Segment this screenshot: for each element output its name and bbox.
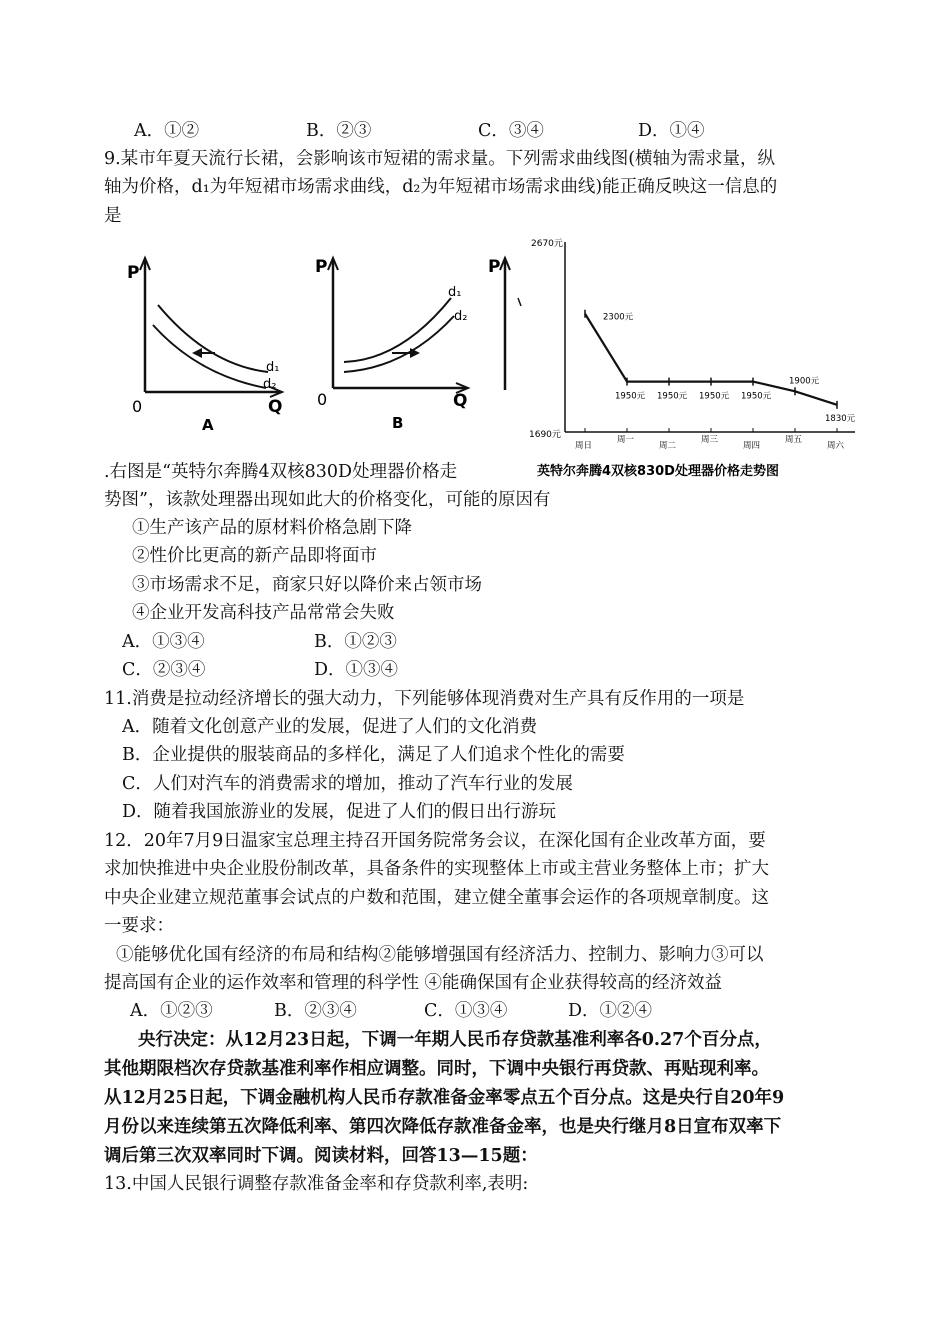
material-line-5: 调后第三次双率同时下调。阅读材料，回答13—15题： bbox=[104, 1146, 538, 1166]
graph-b-x-label: Q bbox=[453, 391, 468, 411]
q10-item-1: ①生产该产品的原材料价格急剧下降 bbox=[132, 518, 412, 538]
x-tick-label-2: 周二 bbox=[659, 441, 677, 451]
q11-option-d: D．随着我国旅游业的发展，促进了人们的假日出行游玩 bbox=[122, 802, 557, 822]
graph-a-origin: 0 bbox=[132, 397, 143, 416]
material-line-1: 央行决定：从12月23日起，下调一年期人民币存贷款基准利率各0.27个百分点， bbox=[138, 1030, 772, 1050]
q8-option-d: D．①④ bbox=[638, 121, 705, 141]
graph-c-y-label: P bbox=[488, 257, 501, 277]
q10-option-a: A．①③④ bbox=[122, 632, 205, 652]
q12-option-a: A．①②③ bbox=[130, 1001, 213, 1021]
graph-b-origin: 0 bbox=[317, 390, 328, 409]
q8-option-b: B．②③ bbox=[306, 121, 372, 141]
graph-a-y-label: P bbox=[127, 263, 140, 283]
q10-option-b: B．①②③ bbox=[314, 632, 397, 652]
price-label-6: 1830元 bbox=[825, 413, 856, 424]
q9-stem-line-1: 9.某市年夏天流行长裙，会影响该市短裙的需求量。下列需求曲线图(横轴为需求量，纵 bbox=[104, 149, 776, 169]
q10-option-c: C．②③④ bbox=[122, 660, 206, 680]
demand-graph-c bbox=[486, 250, 526, 410]
graph-b-y-label: P bbox=[315, 257, 328, 277]
chart-y-tick-top: 2670元 bbox=[531, 239, 563, 249]
graph-a-x-label: Q bbox=[268, 397, 283, 417]
demand-graph-a bbox=[118, 250, 298, 435]
q12-items-line-2: 提高国有企业的运作效率和管理的科学性 ④能确保国有企业获得较高的经济效益 bbox=[104, 973, 723, 993]
q12-stem-line-3: 中央企业建立规范董事会试点的户数和范围，建立健全董事会运作的各项规章制度。这 bbox=[104, 888, 769, 908]
price-label-0: 2300元 bbox=[603, 312, 634, 323]
q12-stem-line-1: 12．20年7月9日温家宝总理主持召开国务院常务会议，在深化国有企业改革方面，要 bbox=[104, 831, 766, 851]
q12-stem-line-4: 一要求： bbox=[104, 916, 174, 936]
q11-option-c: C．人们对汽车的消费需求的增加，推动了汽车行业的发展 bbox=[122, 774, 573, 794]
q10-stem-line-2: 势图”，该款处理器出现如此大的价格变化，可能的原因有 bbox=[104, 490, 551, 510]
graph-b-label: B bbox=[392, 414, 404, 432]
q10-item-3: ③市场需求不足，商家只好以降价来占领市场 bbox=[132, 575, 482, 595]
q11-option-b: B．企业提供的服装商品的多样化，满足了人们追求个性化的需要 bbox=[122, 745, 625, 765]
material-line-3: 从12月25日起，下调金融机构人民币存款准备金率零点五个百分点。这是央行自20年9 bbox=[104, 1088, 785, 1108]
x-tick-label-6: 周六 bbox=[827, 441, 845, 451]
q12-stem-line-2: 求加快推进中央企业股份制改革，具备条件的实现整体上市或主营业务整体上市；扩大 bbox=[104, 859, 769, 879]
x-tick-label-4: 周四 bbox=[743, 441, 761, 451]
q13-stem: 13.中国人民银行调整存款准备金率和存贷款利率,表明: bbox=[104, 1174, 529, 1194]
q8-option-a: A．①② bbox=[134, 121, 200, 141]
x-tick-label-3: 周三 bbox=[701, 435, 719, 445]
price-label-5: 1900元 bbox=[789, 376, 820, 387]
graph-a-d1-label: d₁ bbox=[266, 360, 280, 375]
q10-option-d: D．①③④ bbox=[314, 660, 399, 680]
x-tick-label-1: 周一 bbox=[617, 435, 635, 445]
material-line-4: 月份以来连续第五次降低利率、第四次降低存款准备金率，也是央行继月8日宣布双率下 bbox=[104, 1117, 782, 1137]
price-label-2: 1950元 bbox=[657, 391, 688, 402]
q12-option-c: C．①③④ bbox=[424, 1001, 508, 1021]
graph-a-d2-label: d₂ bbox=[263, 377, 277, 392]
q11-stem: 11.消费是拉动经济增长的强大动力，下列能够体现消费对生产具有反作用的一项是 bbox=[104, 689, 745, 709]
price-trend-chart bbox=[525, 232, 865, 482]
q9-stem-line-2: 轴为价格，d₁为年短裙市场需求曲线，d₂为年短裙市场需求曲线)能正确反映这一信息的 bbox=[104, 177, 778, 197]
graph-b-d2-label: d₂ bbox=[454, 309, 468, 324]
graph-b-d1-label: d₁ bbox=[448, 285, 462, 300]
chart-title: 英特尔奔腾4双核830D处理器价格走势图 bbox=[537, 464, 779, 479]
demand-graph-b bbox=[306, 250, 486, 435]
q10-item-2: ②性价比更高的新产品即将面市 bbox=[132, 546, 377, 566]
graph-a-label: A bbox=[202, 416, 214, 434]
q8-options bbox=[134, 117, 705, 145]
q11-option-a: A．随着文化创意产业的发展，促进了人们的文化消费 bbox=[122, 717, 538, 737]
q12-options bbox=[130, 997, 652, 1025]
q10-options-row-2 bbox=[122, 656, 398, 684]
chart-y-tick-bottom: 1690元 bbox=[529, 430, 561, 440]
q10-item-4: ④企业开发高科技产品常常会失败 bbox=[132, 603, 395, 623]
q12-option-d: D．①②④ bbox=[568, 1001, 653, 1021]
q10-options-row-1 bbox=[122, 628, 397, 656]
q12-items-line-1: ①能够优化国有经济的布局和结构②能够增强国有经济活力、控制力、影响力③可以 bbox=[116, 945, 764, 965]
price-label-4: 1950元 bbox=[741, 391, 772, 402]
price-label-3: 1950元 bbox=[699, 391, 730, 402]
q12-option-b: B．②③④ bbox=[274, 1001, 357, 1021]
x-tick-label-0: 周日 bbox=[575, 441, 593, 451]
material-line-2: 其他期限档次存贷款基准利率作相应调整。同时，下调中央银行再贷款、再贴现利率。 bbox=[104, 1059, 769, 1079]
price-label-1: 1950元 bbox=[615, 391, 646, 402]
q9-stem-line-3: 是 bbox=[104, 206, 122, 226]
q10-stem-line-1: .右图是“英特尔奔腾4双核830D处理器价格走 bbox=[104, 462, 458, 482]
q8-option-c: C．③④ bbox=[478, 121, 544, 141]
x-tick-label-5: 周五 bbox=[785, 435, 803, 445]
